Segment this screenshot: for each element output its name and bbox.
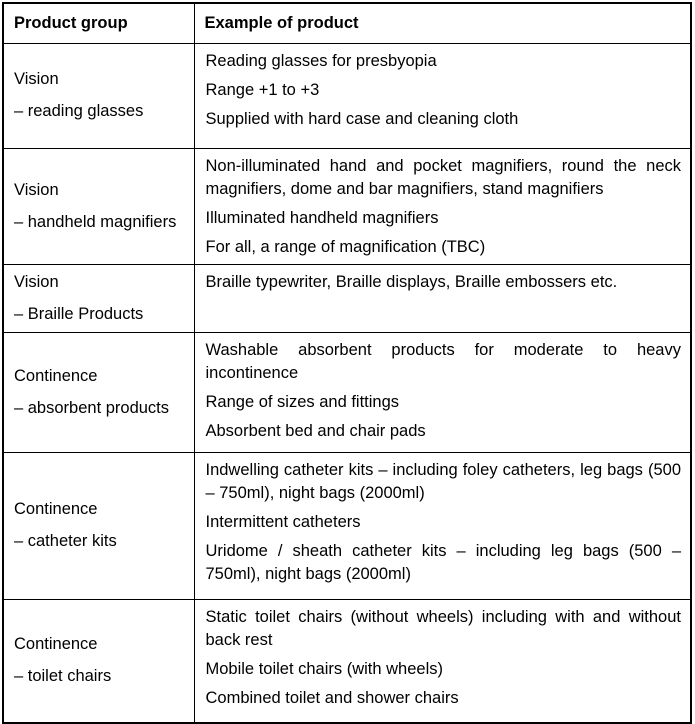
example-paragraph: Absorbent bed and chair pads: [205, 421, 426, 440]
table-body: [3, 43, 691, 723]
example-paragraph: Intermittent catheters: [205, 512, 361, 531]
product-group-line: – absorbent products: [14, 398, 170, 417]
table-row-vision-braille-products: [3, 264, 691, 332]
table-row-vision-handheld-magnifiers: [3, 148, 691, 264]
product-group-cell: [3, 264, 194, 332]
example-paragraph: Indwelling catheter kits – including foley catheters, leg bags (500 – 750ml), night bags (2000ml): [205, 460, 681, 502]
product-group-line: – Braille Products: [14, 304, 144, 323]
example-cell: [194, 332, 691, 452]
product-group-line: – catheter kits: [14, 532, 117, 550]
table-row-continence-toilet-chairs: [3, 599, 691, 723]
product-group-line: – handheld magnifiers: [14, 212, 177, 231]
example-paragraph: Combined toilet and shower chairs: [205, 688, 459, 707]
column-header-product-group: Product group: [3, 3, 194, 43]
product-group-line: – reading glasses: [14, 102, 144, 120]
table-row-vision-reading-glasses: [3, 43, 691, 148]
product-group-line: – toilet chairs: [14, 667, 112, 686]
product-group-cell: [3, 332, 194, 452]
example-cell: [194, 264, 691, 332]
example-paragraph: Range +1 to +3: [205, 80, 320, 99]
table-header: [3, 3, 691, 43]
product-group-cell: [3, 599, 194, 723]
product-group-line: Continence: [14, 500, 98, 518]
product-group-line: Vision: [14, 272, 59, 291]
column-header-example-of-product: Example of product: [194, 3, 691, 43]
example-paragraph: Uridome / sheath catheter kits – including leg bags (500 – 750ml), night bags (2000ml): [205, 541, 681, 583]
table-row-continence-catheter-kits: [3, 452, 691, 599]
example-paragraph: Washable absorbent products for moderate to heavy incontinence: [205, 340, 681, 382]
example-cell: [194, 43, 691, 148]
product-group-line: Continence: [14, 366, 98, 385]
product-group-cell: [3, 452, 194, 599]
example-paragraph: Supplied with hard case and cleaning cloth: [205, 109, 519, 128]
product-table: [2, 2, 692, 724]
example-paragraph: Non-illuminated hand and pocket magnifiers, round the neck magnifiers, dome and bar magnifiers, stand magnifiers: [205, 156, 681, 198]
example-paragraph: Mobile toilet chairs (with wheels): [205, 659, 444, 678]
example-cell: [194, 599, 691, 723]
product-group-cell: [3, 43, 194, 148]
product-group-cell: [3, 148, 194, 264]
table-row-continence-absorbent-products: [3, 332, 691, 452]
example-paragraph: Illuminated handheld magnifiers: [205, 208, 439, 227]
product-group-line: Vision: [14, 70, 59, 88]
example-cell: [194, 452, 691, 599]
example-paragraph: Braille typewriter, Braille displays, Braille embossers etc.: [205, 272, 618, 291]
example-paragraph: Range of sizes and fittings: [205, 392, 400, 411]
header-row: [3, 3, 691, 43]
product-group-line: Continence: [14, 635, 98, 654]
example-paragraph: Reading glasses for presbyopia: [205, 51, 437, 70]
example-paragraph: For all, a range of magnification (TBC): [205, 237, 486, 256]
product-group-line: Vision: [14, 180, 59, 199]
example-cell: [194, 148, 691, 264]
example-paragraph: Static toilet chairs (without wheels) including with and without back rest: [205, 607, 681, 649]
